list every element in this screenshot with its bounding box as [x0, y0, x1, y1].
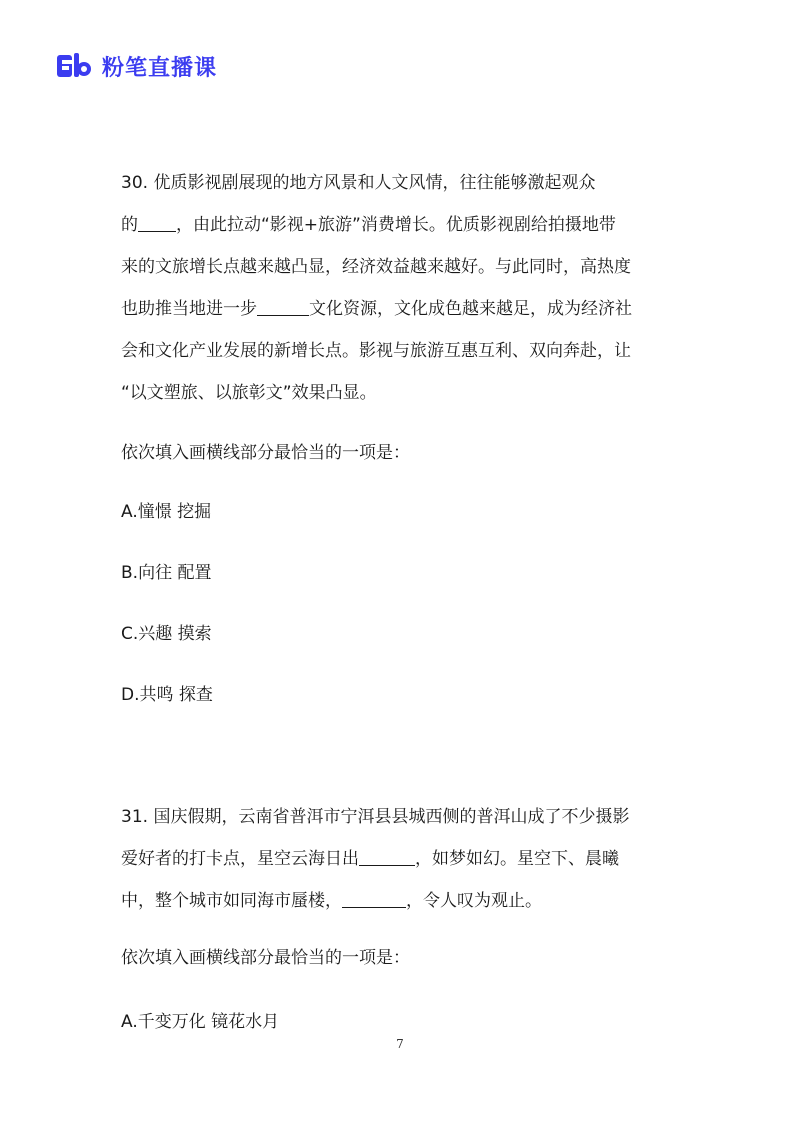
question-30-option-b: B.向往 配置: [121, 563, 212, 583]
stem-text: 文化资源，文化成色越来越足，成为经济社: [309, 299, 632, 319]
question-stem-line: [121, 162, 681, 204]
question-30-stem: [121, 162, 681, 414]
answer-blank: [257, 297, 309, 316]
stem-text: 的: [121, 215, 138, 235]
question-31-prompt: 依次填入画横线部分最恰当的一项是：: [121, 948, 410, 968]
question-31-stem: [121, 796, 681, 922]
answer-blank: [138, 213, 176, 232]
question-stem-line: [121, 372, 681, 414]
stem-text: 中，整个城市如同海市蜃楼，: [121, 891, 342, 911]
stem-text: 会和文化产业发展的新增长点。影视与旅游互惠互利、双向奔赴，让: [121, 341, 631, 361]
fb-logo-icon: [56, 52, 92, 80]
question-stem-line: [121, 796, 681, 838]
question-30-option-a: A.憧憬 挖掘: [121, 502, 212, 522]
question-31-option-a: A.千变万化 镜花水月: [121, 1012, 280, 1032]
question-stem-line: [121, 880, 681, 922]
page-number: 7: [396, 1037, 404, 1051]
question-stem-line: [121, 204, 681, 246]
question-stem-line: [121, 288, 681, 330]
answer-blank: [342, 889, 406, 908]
stem-text: ，令人叹为观止。: [406, 891, 542, 911]
question-stem-line: [121, 246, 681, 288]
question-30-option-c: C.兴趣 摸索: [121, 624, 212, 644]
stem-text: “以文塑旅、以旅彰文”效果凸显。: [121, 383, 377, 403]
brand-name: 粉笔直播课: [102, 55, 218, 81]
stem-text: ，如梦如幻。星空下、晨曦: [415, 849, 619, 869]
stem-text: 31. 国庆假期，云南省普洱市宁洱县县城西侧的普洱山成了不少摄影: [121, 807, 630, 827]
question-30-prompt: 依次填入画横线部分最恰当的一项是：: [121, 443, 410, 463]
question-stem-line: [121, 330, 681, 372]
question-30-option-d: D.共鸣 探查: [121, 685, 213, 705]
answer-blank: [359, 847, 415, 866]
stem-text: 也助推当地进一步: [121, 299, 257, 319]
stem-text: ，由此拉动“影视+旅游”消费增长。优质影视剧给拍摄地带: [176, 215, 616, 235]
brand-header: [56, 52, 217, 80]
stem-text: 爱好者的打卡点，星空云海日出: [121, 849, 359, 869]
question-stem-line: [121, 838, 681, 880]
stem-text: 30. 优质影视剧展现的地方风景和人文风情，往往能够激起观众: [121, 173, 596, 193]
stem-text: 来的文旅增长点越来越凸显，经济效益越来越好。与此同时，高热度: [121, 257, 631, 277]
